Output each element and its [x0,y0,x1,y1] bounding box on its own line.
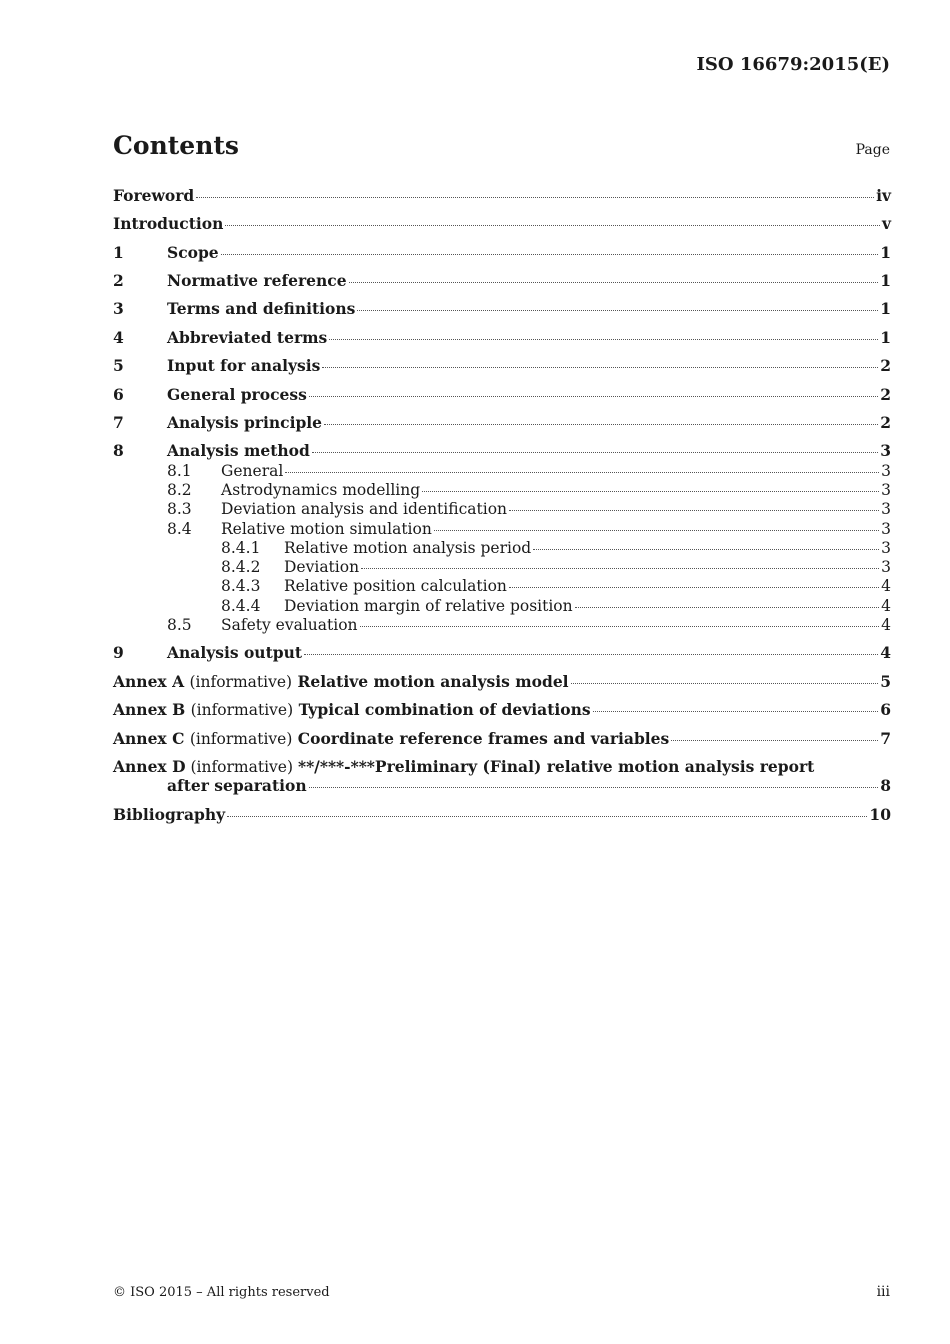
toc-entry-8-1[interactable] [113,462,891,480]
toc-label: Relative position calculation [284,577,507,595]
toc-label: Deviation analysis and identification [221,500,508,518]
toc-label [113,701,591,719]
toc-leader [285,471,879,473]
toc-leader [357,309,878,311]
annex-title: **/***-***Preliminary (Final) relative motion analysis report [297,757,815,776]
toc-entry-terms-and-definitions[interactable] [113,300,891,318]
annex-informative: (informative) [190,758,294,776]
toc-label: Deviation margin of relative position [284,597,573,615]
toc-page: 8 [880,776,891,795]
toc-leader [571,682,879,684]
toc-label: Analysis method [167,441,310,460]
toc-entry-analysis-principle[interactable] [113,414,891,432]
toc-page: 4 [881,577,891,595]
toc-entry-foreword[interactable] [113,187,891,205]
toc-leader [533,548,879,550]
page-column-header: Page [855,142,890,158]
toc-entry-input-for-analysis[interactable] [113,357,891,375]
toc-page: iv [876,186,891,205]
toc-number: 4 [113,328,124,347]
toc-number: 3 [113,299,124,318]
toc-page: 3 [881,462,891,480]
toc-number: 8 [113,441,124,460]
toc-page: 3 [880,441,891,460]
toc-entry-8-4-3[interactable] [113,577,891,595]
toc-leader [309,395,878,397]
toc-number: 8.4.1 [221,539,261,557]
toc-page: 4 [880,643,891,662]
toc-leader [509,509,879,511]
toc-entry-annex-a[interactable] [113,673,891,691]
copyright-notice: © ISO 2015 – All rights reserved [113,1285,330,1300]
toc-page: v [881,214,891,233]
toc-leader [304,653,878,655]
toc-page: 5 [880,672,891,691]
toc-label: Astrodynamics modelling [221,481,421,499]
toc-number: 8.4.2 [221,558,261,576]
toc-label: Safety evaluation [221,616,358,634]
document-id: ISO 16679:2015(E) [696,54,890,75]
page-number: iii [876,1284,890,1300]
annex-informative: (informative) [189,673,293,691]
annex-title: Relative motion analysis model [297,672,569,691]
toc-number: 9 [113,643,124,662]
toc-entry-8-2[interactable] [113,481,891,499]
toc-entry-analysis-method[interactable] [113,442,891,460]
toc-entry-annex-b[interactable] [113,701,891,719]
toc-number: 8.4 [167,520,192,538]
toc-page: 3 [881,558,891,576]
toc-entry-annex-d-line2[interactable] [113,777,891,795]
toc-number: 7 [113,413,124,432]
toc-page: 1 [880,328,891,347]
toc-page: 4 [881,597,891,615]
toc-entry-8-4-1[interactable] [113,539,891,557]
toc-entry-8-4-2[interactable] [113,558,891,576]
toc-page: 3 [881,500,891,518]
page-title: Contents [113,131,240,160]
toc-leader [312,451,878,453]
toc-leader [422,490,879,492]
toc-leader [225,224,880,226]
toc-label: Relative motion simulation [221,520,432,538]
toc-label: General process [167,385,307,404]
annex-prefix: Annex B [113,700,186,719]
toc-leader [329,338,878,340]
toc-page: 6 [880,700,891,719]
toc-page: 4 [881,616,891,634]
toc-number: 8.3 [167,500,192,518]
toc-label: Foreword [113,186,195,205]
toc-page: 2 [880,413,891,432]
annex-informative: (informative) [190,701,294,719]
annex-prefix: Annex A [113,672,185,691]
annex-title: Coordinate reference frames and variables [297,729,670,748]
toc-entry-8-5[interactable] [113,616,891,634]
toc-entry-8-4-4[interactable] [113,597,891,615]
toc-label: Analysis output [167,643,303,662]
toc-label: Analysis principle [167,413,323,432]
toc-label: Terms and definitions [167,299,356,318]
toc-number: 6 [113,385,124,404]
toc-page: 3 [881,481,891,499]
toc-label: Deviation [284,558,360,576]
toc-entry-annex-c[interactable] [113,730,891,748]
toc-entry-annex-d-line1[interactable] [113,758,814,776]
annex-prefix: Annex D [113,757,186,776]
toc-label: Scope [167,243,219,262]
toc-page: 10 [869,805,891,824]
toc-page: 3 [881,520,891,538]
toc-leader [324,423,878,425]
toc-page: 1 [880,299,891,318]
toc-leader [509,586,879,588]
toc-label: Input for analysis [167,356,321,375]
toc-leader [227,815,867,817]
toc-number: 8.1 [167,462,192,480]
toc-leader [434,529,879,531]
toc-leader [221,253,879,255]
toc-leader [322,366,878,368]
toc-label: Relative motion analysis period [284,539,532,557]
toc-entry-abbreviated-terms[interactable] [113,329,891,347]
toc-page: 7 [880,729,891,748]
toc-number: 5 [113,356,124,375]
toc-entry-normative-reference[interactable] [113,272,891,290]
toc-entry-analysis-output[interactable] [113,644,891,662]
toc-leader [671,739,878,741]
annex-informative: (informative) [189,730,293,748]
toc-entry-general-process[interactable] [113,386,891,404]
toc-number: 1 [113,243,124,262]
toc-label [113,730,669,748]
toc-entry-8-4[interactable] [113,520,891,538]
toc-page: 1 [880,243,891,262]
toc-label: General [221,462,284,480]
toc-leader [196,196,874,198]
toc-number: 8.4.4 [221,597,261,615]
toc-label: Normative reference [167,271,347,290]
toc-entry-introduction[interactable] [113,215,891,233]
toc-page: 1 [880,271,891,290]
toc-leader [361,567,879,569]
annex-prefix: Annex C [113,729,185,748]
toc-number: 8.2 [167,481,192,499]
annex-title-continued: after separation [167,776,307,795]
toc-leader [575,606,880,608]
toc-entry-bibliography[interactable] [113,806,891,824]
toc-number: 8.4.3 [221,577,261,595]
toc-page: 3 [881,539,891,557]
toc-number: 2 [113,271,124,290]
toc-leader [593,710,879,712]
toc-label: Introduction [113,214,224,233]
toc-leader [309,786,879,788]
toc-page: 2 [880,356,891,375]
toc-leader [349,281,879,283]
toc-label: Bibliography [113,805,226,824]
toc-number: 8.5 [167,616,192,634]
toc-leader [360,625,880,627]
toc-entry-scope[interactable] [113,244,891,262]
toc-label [113,673,569,691]
toc-entry-8-3[interactable] [113,500,891,518]
toc-page: 2 [880,385,891,404]
annex-title: Typical combination of deviations [298,700,591,719]
toc-label: Abbreviated terms [167,328,328,347]
